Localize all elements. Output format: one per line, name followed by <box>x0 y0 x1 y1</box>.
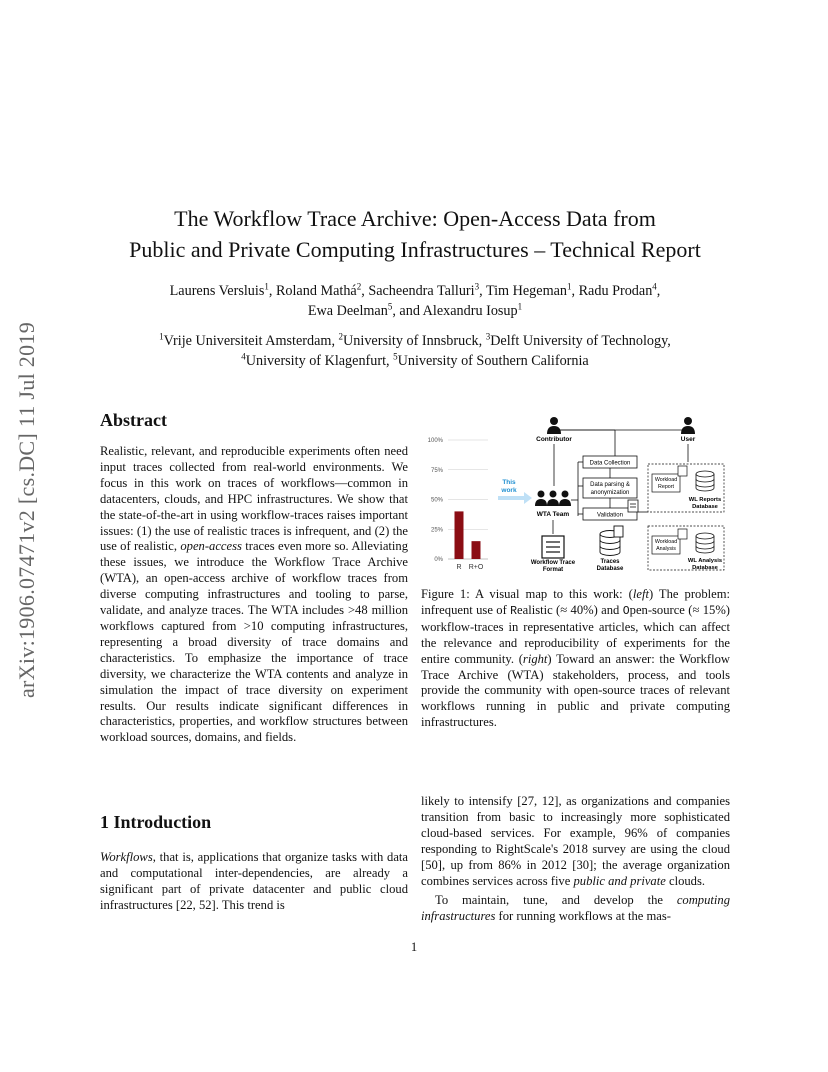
caption-mono: R <box>510 604 518 618</box>
caption-text: Figure 1: A visual map to this work: ( <box>421 587 633 601</box>
author-sup: 3 <box>474 281 480 292</box>
wta-team-icon <box>535 491 571 507</box>
data-collection-label: Data Collection <box>589 460 631 467</box>
bar-chart <box>428 438 488 571</box>
contributor-label: Contributor <box>536 436 572 443</box>
wtf-label-2: Format <box>542 567 564 573</box>
body-emph: computing infrastructures <box>421 893 730 924</box>
document-icon <box>628 500 638 512</box>
wl-reports-database-icon <box>696 471 714 491</box>
body-text: likely to intensify [27, 12], as organizations and companies transition from basic to increasingly more sophisticated cloud-based services. For example, 96% of companies responding to RightScale's 2018 survey are using the cloud [50], up from 86% in 2012 [30]; the average organization combines services across five <box>421 794 730 888</box>
abstract-text: Realistic, relevant, and reproducible experiments often need input traces collected from real-world environments. We focus in this work on traces of workflows—common in datacenters, clouds, and HPC infrastructures. We show that the state-of-the-art in using workflow-traces raises important issues: (1) the use of realistic traces is infrequent, and (2) the use of realistic, <box>100 444 408 554</box>
arxiv-stamp: arXiv:1906.07471v2 [cs.DC] 11 Jul 2019 <box>14 321 39 699</box>
wl-reports-label-2: Database <box>692 504 718 510</box>
wl-reports-label-1: WL Reports <box>688 497 722 503</box>
y-tick-label: 75% <box>430 467 443 474</box>
user-label: User <box>680 436 696 443</box>
caption-mono: O <box>622 604 630 618</box>
wl-analysis-label-2: Database <box>692 565 718 571</box>
section-heading-introduction: 1 Introduction <box>100 812 212 832</box>
body-text: clouds. <box>665 873 706 888</box>
y-tick-label: 100% <box>427 438 443 444</box>
caption-emph: left <box>632 587 649 601</box>
workload-report-label-1: Workload <box>654 477 678 483</box>
analysis-doc-icon <box>678 529 687 539</box>
this-label: This <box>502 479 516 486</box>
author-sup: 2 <box>356 281 362 292</box>
introduction-body <box>100 850 408 914</box>
wl-analysis-label-1: WL Analysis <box>687 558 723 564</box>
user-icon <box>681 417 695 434</box>
figure-1 <box>420 412 732 577</box>
page-number: 1 <box>410 940 418 954</box>
author: Ewa Deelman <box>307 303 388 319</box>
caption-text: pen-source (≈ 15%) workflow-traces in representative articles, which can affect the relevance and reproducibility of experiments for the entire community. ( <box>421 602 730 666</box>
abstract-body <box>100 444 408 746</box>
author-sup: 5 <box>387 301 393 312</box>
workload-analysis-label-2: Analysis <box>656 546 676 552</box>
body-emph: public and private <box>573 873 666 888</box>
affiliation: Delft University of Technology, <box>490 333 671 349</box>
affil-sup: 4 <box>241 351 246 362</box>
author-sep: , <box>656 283 661 299</box>
body-text: for running workflows at the mas- <box>495 909 671 924</box>
workload-analysis-label-1: Workload <box>654 539 678 545</box>
abstract-text: traces even more so. Alleviating these issues, we introduce the Workflow Trace Archive (WTA), an open-access archive of workflow traces from diverse computing infrastructures and tooling to parse, validate, and analyze traces. The WTA includes >48 million workflows captured from >10 computing infrastructures, representing a broad diversity of trace domains and characteristics. To emphasize the importance of trace diversity, we characterize the WTA contents and analyze in simulation the impact of trace diversity on experiment results. Our results indicate significant differences in characteristics, properties, and workflow structures between workload sources, domains, and fields. <box>100 539 408 745</box>
author-sup: 1 <box>517 301 523 312</box>
body-text: To maintain, tune, and develop the <box>435 893 677 908</box>
affil-sup: 2 <box>338 331 344 342</box>
contributor-icon <box>547 417 561 434</box>
author: , Radu Prodan <box>571 283 653 299</box>
right-column-body <box>421 794 730 925</box>
traces-database-icon <box>600 526 623 556</box>
caption-emph: right <box>522 651 548 666</box>
author-sup: 1 <box>567 281 572 292</box>
y-tick-label: 50% <box>430 497 443 504</box>
title-line-2: Public and Private Computing Infrastructures – Technical Report <box>129 237 701 262</box>
abstract-emph: open-access <box>180 539 242 554</box>
caption-text: ealistic (≈ 40%) and <box>517 602 623 617</box>
x-tick-label: R <box>456 564 462 571</box>
report-doc-icon <box>678 466 687 476</box>
affiliations <box>90 331 740 371</box>
affiliation: Vrije Universiteit Amsterdam, <box>163 333 339 349</box>
intro-emph: Workflows <box>100 850 153 864</box>
wl-analysis-database-icon <box>696 533 714 553</box>
author: , Tim Hegeman <box>479 283 567 299</box>
validation-label: Validation <box>597 512 623 519</box>
affil-sup: 1 <box>159 331 164 342</box>
workload-report-label-2: Report <box>658 484 674 490</box>
author: , Roland Mathá <box>268 283 357 299</box>
affiliation: University of Klagenfurt, <box>245 353 394 369</box>
affil-sup: 3 <box>485 331 491 342</box>
work-label: work <box>501 487 517 494</box>
paper-title <box>90 203 740 265</box>
y-tick-label: 0% <box>434 557 443 563</box>
caption-text: ) The problem: infrequent use of <box>421 587 731 617</box>
intro-text: , that is, applications that organize tasks with data and computational inter-dependencies, are already a significant part of private datacenter and public cloud infrastructures [22, 52]. This trend is <box>100 850 408 912</box>
bar-r <box>455 511 464 559</box>
traces-label-1: Traces <box>600 559 620 565</box>
abstract-heading: Abstract <box>100 410 167 430</box>
author-sup: 4 <box>652 281 657 292</box>
author: , Sacheendra Talluri <box>361 283 475 299</box>
affil-sup: 5 <box>393 351 398 362</box>
bar-r-o <box>472 541 481 559</box>
affiliation: University of Innsbruck, <box>343 333 486 349</box>
parsing-label-1: Data parsing & <box>590 482 630 488</box>
author-list <box>90 281 740 321</box>
author-sup: 1 <box>264 281 269 292</box>
traces-label-2: Database <box>596 566 624 572</box>
author: , and Alexandru Iosup <box>392 303 518 319</box>
x-tick-label: R+O <box>468 564 484 571</box>
author: Laurens Versluis <box>169 283 265 299</box>
affiliation: University of Southern California <box>397 353 589 369</box>
caption-text: ) Toward an answer: the Workflow Trace Archive (WTA) stakeholders, process, and tools provide the community with open-source traces of relevant workflows running in public and private computing infrastructures. <box>421 651 731 730</box>
workflow-trace-format-icon <box>542 536 564 558</box>
wta-team-label: WTA Team <box>536 511 570 518</box>
y-tick-label: 25% <box>430 527 443 534</box>
title-line-1: The Workflow Trace Archive: Open-Access Data from <box>174 206 656 231</box>
parsing-label-2: anonymization <box>590 490 630 496</box>
figure-caption <box>421 587 730 731</box>
wtf-label-1: Workflow Trace <box>530 560 576 566</box>
